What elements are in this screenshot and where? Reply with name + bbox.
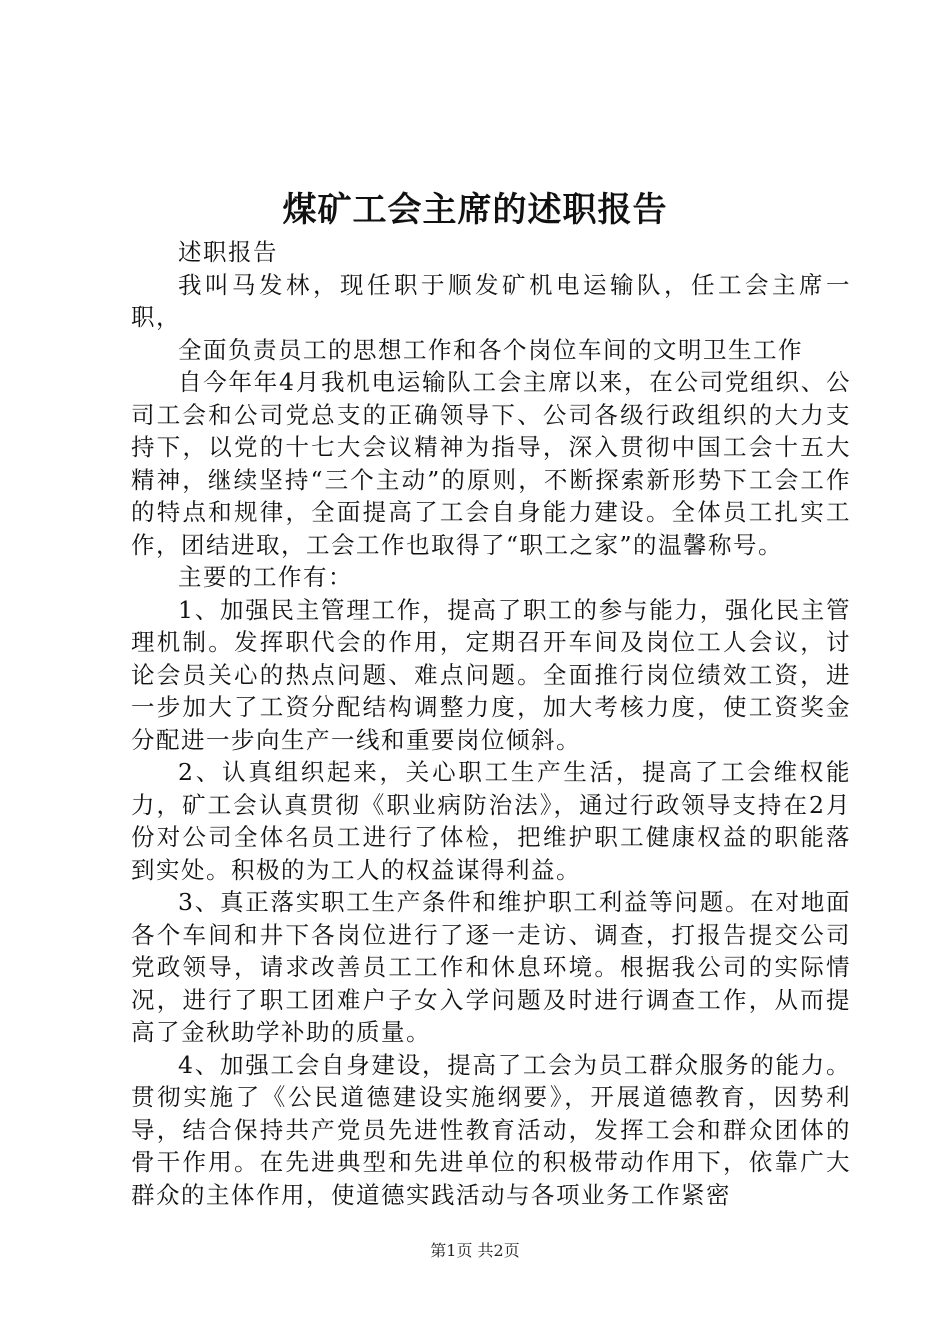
paragraph-intro: 我叫马发林，现任职于顺发矿机电运输队，任工会主席一职， xyxy=(131,270,851,331)
page-number-footer: 第1页 共2页 xyxy=(430,1241,520,1260)
paragraph-item-1: 1、加强民主管理工作，提高了职工的参与能力，强化民主管理机制。发挥职代会的作用，定期召开车间及岗位工人会议，讨论会员关心的热点问题、难点问题。全面推行岗位绩效工资，进一步加大了工资分配结构调整力度，加大考核力度，使工资奖金分配进一步向生产一线和重要岗位倾斜。 xyxy=(131,595,851,754)
document-title: 煤矿工会主席的述职报告 xyxy=(282,190,668,230)
paragraph-summary: 自今年年4月我机电运输队工会主席以来，在公司党组织、公司工会和公司党总支的正确领导下、公司各级行政组织的大力支持下，以党的十七大会议精神为指导，深入贯彻中国工会十五大精神，继续坚持“三个主动”的原则，不断探索新形势下工会工作的特点和规律，全面提高了工会自身能力建设。全体员工扎实工作，团结进取，工会工作也取得了“职工之家”的温馨称号。 xyxy=(131,368,851,559)
paragraph-item-3: 3、真正落实职工生产条件和维护职工利益等问题。在对地面各个车间和井下各岗位进行了逐一走访、调查，打报告提交公司党政领导，请求改善员工工作和休息环境。根据我公司的实际情况，进行了职工团难户子女入学问题及时进行调查工作，从而提高了金秋助学补助的质量。 xyxy=(131,888,851,1046)
paragraph-main-work: 主要的工作有： xyxy=(178,563,353,591)
paragraph-duties: 全面负责员工的思想工作和各个岗位车间的文明卫生工作 xyxy=(178,335,803,364)
document-body xyxy=(131,236,851,1211)
paragraph-item-2: 2、认真组织起来，关心职工生产生活，提高了工会维权能力，矿工会认真贯彻《职业病防治法》，通过行政领导支持在2月份对公司全体名员工进行了体检，把维护职工健康权益的职能落到实处。积极的为工人的权益谋得利益。 xyxy=(131,758,851,884)
paragraph-heading: 述职报告 xyxy=(178,238,278,266)
paragraph-item-4: 4、加强工会自身建设，提高了工会为员工群众服务的能力。贯彻实施了《公民道德建设实施纲要》，开展道德教育，因势利导，结合保持共产党员先进性教育活动，发挥工会和群众团体的骨干作用。在先进典型和先进单位的积极带动作用下，依靠广大群众的主体作用，使道德实践活动与各项业务工作紧密 xyxy=(131,1050,851,1209)
